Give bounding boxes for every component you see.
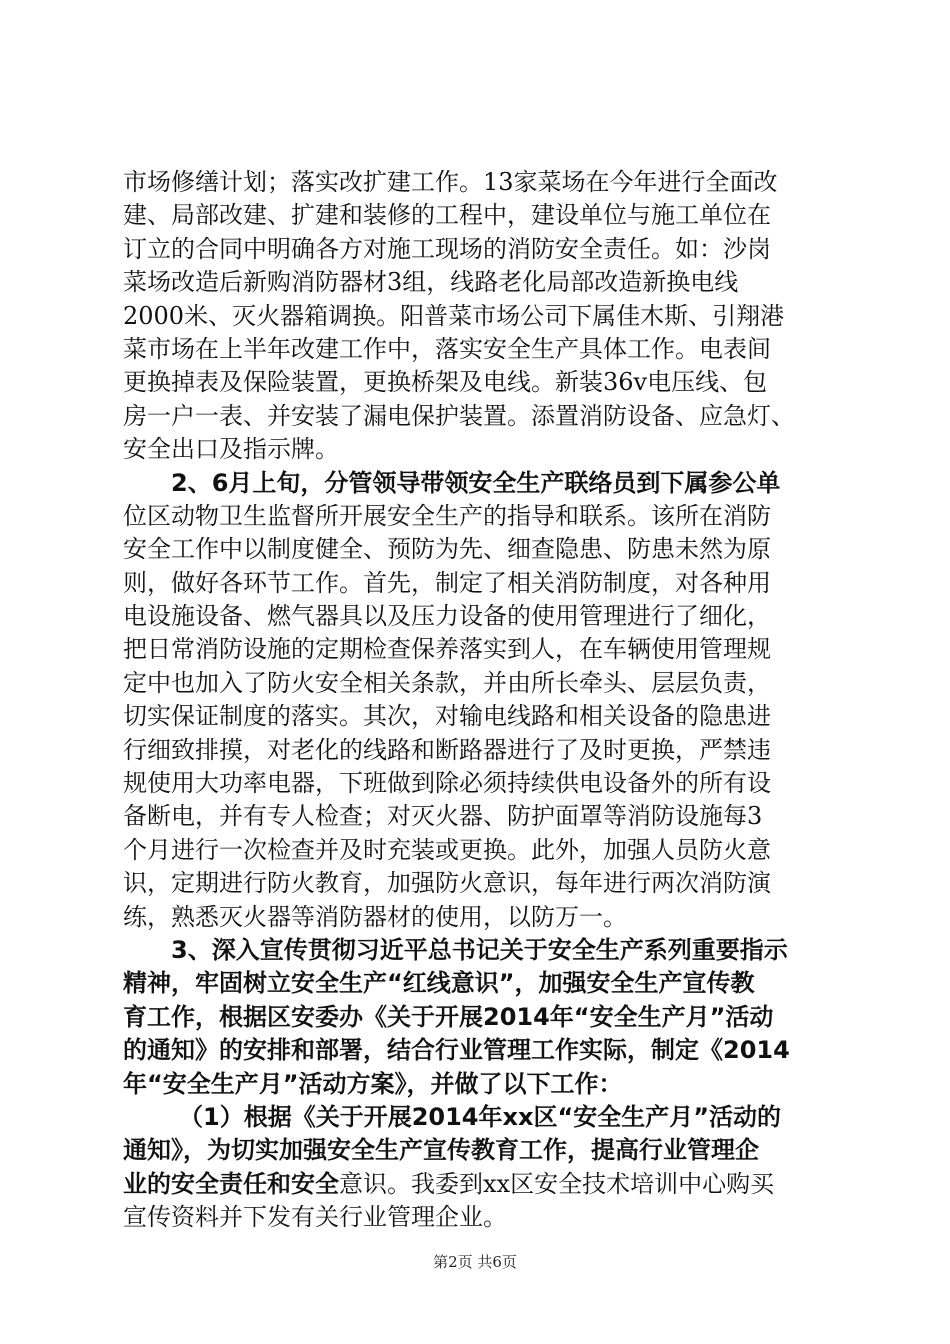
text-line: 3、深入宣传贯彻习近平总书记关于安全生产系列重要指示 (171, 935, 788, 964)
text-line: 房一户一表、并安装了漏电保护装置。添置消防设备、应急灯、 (123, 401, 795, 430)
text-line: 行细致排摸，对老化的线路和断路器进行了及时更换，严禁违 (123, 735, 771, 764)
text-line: 通知》，为切实加强安全生产宣传教育工作，提高行业管理企 (123, 1136, 759, 1165)
text-line: 的通知》的安排和部署，结合行业管理工作实际，制定《2014 (123, 1036, 790, 1065)
text-segment: 业的安全责任和安全 (123, 1169, 339, 1198)
text-line: 市场修缮计划；落实改扩建工作。13家菜场在今年进行全面改 (123, 168, 778, 196)
text-line: 练，熟悉灭火器等消防器材的使用，以防万一。 (123, 902, 627, 931)
text-line: 把日常消防设施的定期检查保养落实到人，在车辆使用管理规 (123, 635, 771, 664)
text-line: 更换掉表及保险装置，更换桥架及电线。新装36v电压线、包 (123, 368, 768, 397)
text-line: 精神，牢固树立安全生产“红线意识”，加强安全生产宣传教 (123, 969, 755, 998)
text-line: 2、6月上旬，分管领导带领安全生产联络员到下属参公单 (171, 468, 781, 497)
text-line: 育工作，根据区安委办《关于开展2014年“安全生产月”活动 (123, 1002, 774, 1031)
text-segment: 位区动物卫生监督所开展安全生产的指导和联系。该所在消防 (123, 501, 771, 530)
text-line: 建、局部改建、扩建和装修的工程中，建设单位与施工单位在 (123, 201, 771, 230)
text-line: 则，做好各环节工作。首先，制定了相关消防制度，对各种用 (123, 568, 771, 597)
text-line (123, 500, 843, 533)
text-line: 备断电，并有专人检查；对灭火器、防护面罩等消防设施每3 (123, 802, 763, 831)
text-line: 订立的合同中明确各方对施工现场的消防安全责任。如：沙岗 (123, 234, 771, 263)
text-line: 定中也加入了防火安全相关条款，并由所长牵头、层层负责， (123, 668, 771, 697)
text-line: 规使用大功率电器，下班做到除必须持续供电设备外的所有设 (123, 769, 771, 798)
text-line: 年“安全生产月”活动方案》，并做了以下工作： (123, 1069, 623, 1098)
document-body (123, 166, 843, 1235)
text-line: 个月进行一次检查并及时充装或更换。此外，加强人员防火意 (123, 835, 771, 864)
page-footer: 第2页 共6页 (433, 1253, 517, 1271)
text-line: 安全出口及指示牌。 (123, 435, 339, 464)
text-line (123, 1168, 843, 1201)
text-line: 切实保证制度的落实。其次，对输电线路和相关设备的隐患进 (123, 702, 771, 731)
text-line: 电设施设备、燃气器具以及压力设备的使用管理进行了细化， (123, 602, 771, 631)
text-line: 安全工作中以制度健全、预防为先、细查隐患、防患未然为原 (123, 535, 771, 564)
text-line: 宣传资料并下发有关行业管理企业。 (123, 1203, 507, 1232)
text-line: 识，定期进行防火教育，加强防火意识，每年进行两次消防演 (123, 869, 771, 898)
text-line: （1）根据《关于开展2014年xx区“安全生产月”活动的 (179, 1102, 782, 1131)
text-line: 菜市场在上半年改建工作中，落实安全生产具体工作。电表间 (123, 334, 771, 363)
text-segment: 意识。我委到xx区安全技术培训中心购买 (339, 1169, 775, 1198)
text-line: 2000米、灭火器箱调换。阳普菜市场公司下属佳木斯、引翔港 (123, 301, 785, 330)
text-line: 菜场改造后新购消防器材3组，线路老化局部改造新换电线 (123, 268, 739, 297)
